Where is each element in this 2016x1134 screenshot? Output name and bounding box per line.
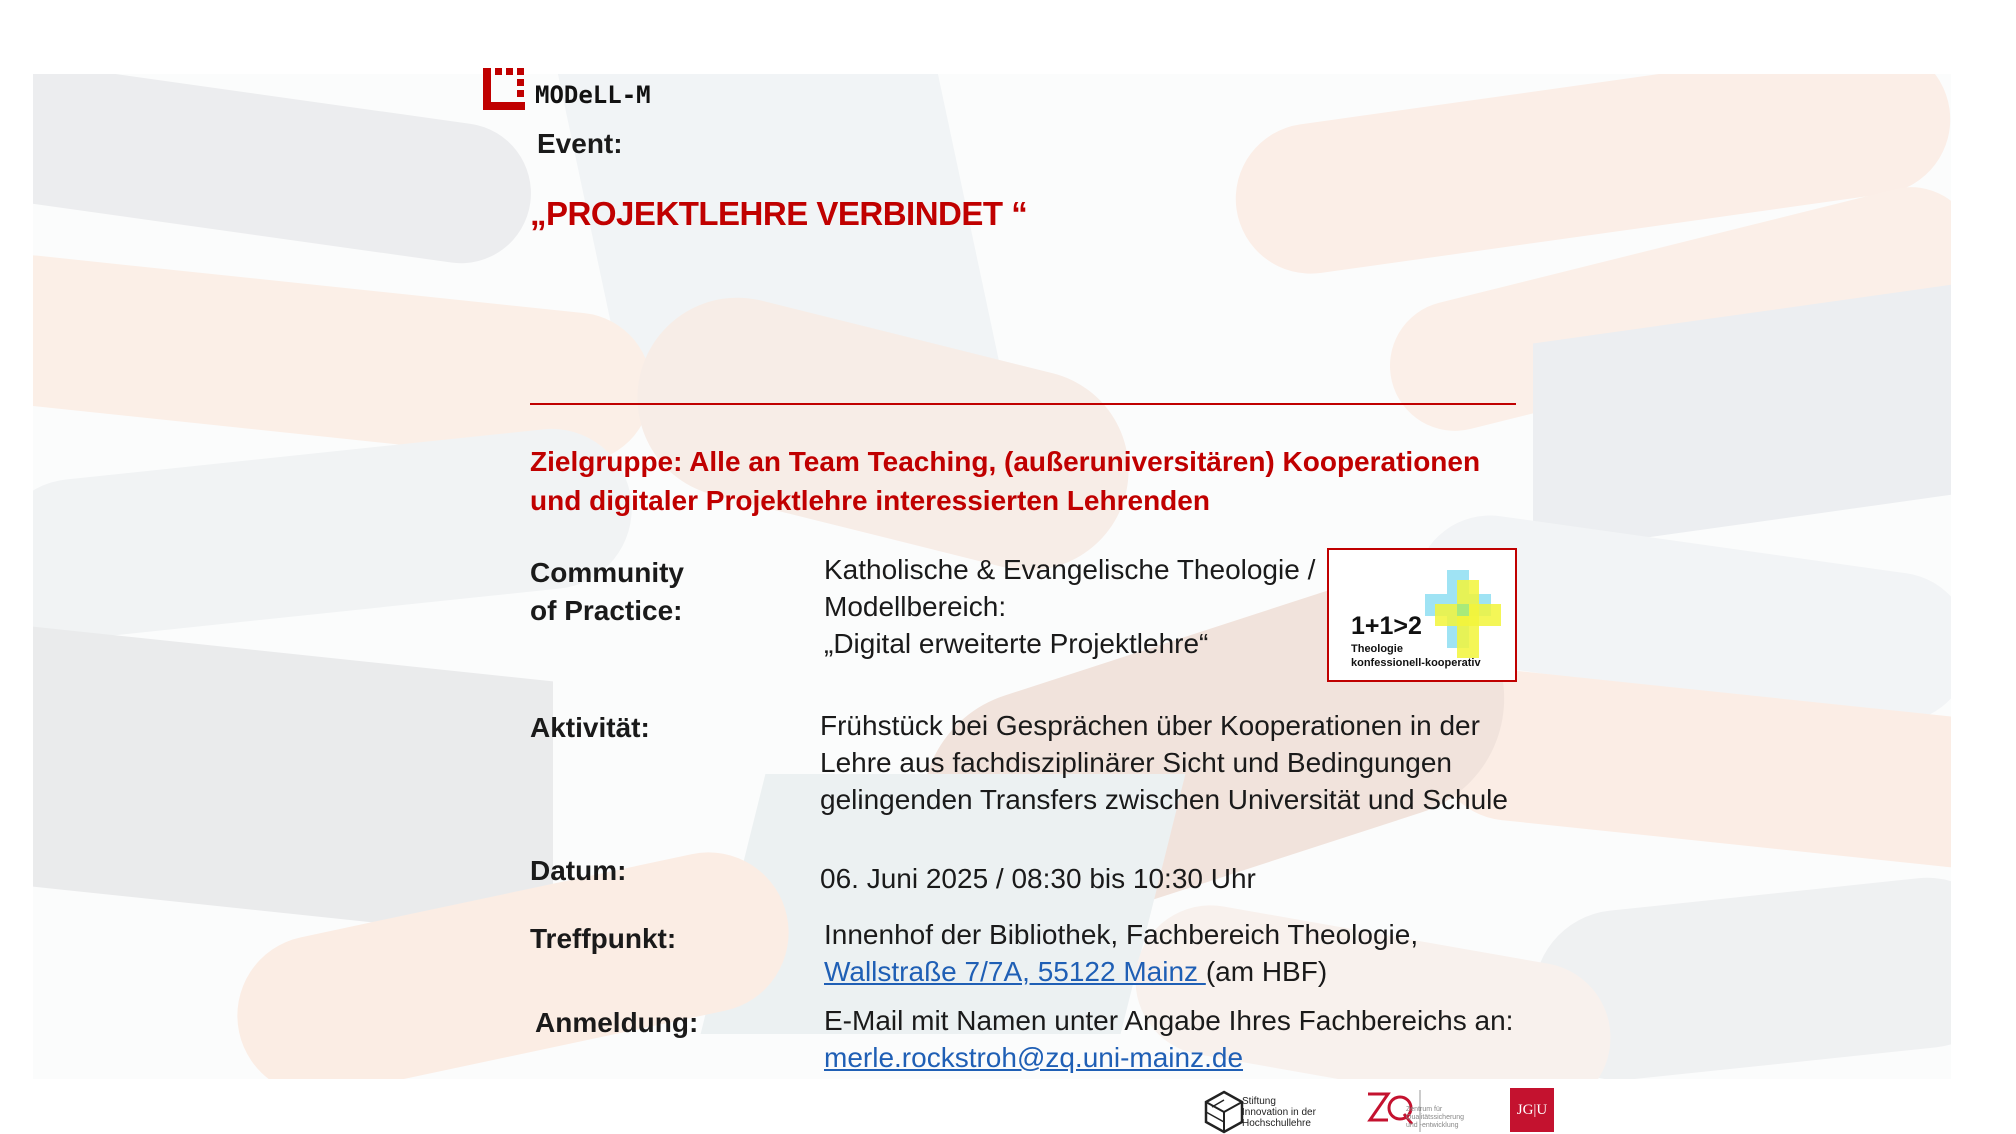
meeting-point-value [824, 916, 1418, 990]
meeting-point-suffix: (am HBF) [1205, 956, 1328, 987]
cop-logo-sub-line-2: konfessionell-kooperativ [1351, 657, 1481, 669]
community-value-line-1: Katholische & Evangelische Theologie / [824, 554, 1316, 585]
community-value-line-2: Modellbereich: [824, 591, 1007, 622]
cop-logo-sub-line-1: Theologie [1351, 643, 1403, 655]
meeting-point-line-1: Innenhof der Bibliothek, Fachbereich Theologie, [824, 919, 1419, 950]
target-group-line-1: Zielgruppe: Alle an Team Teaching, (außeruniversitären) Kooperationen [530, 446, 1481, 477]
event-title: „PROJEKTLEHRE VERBINDET “ [530, 195, 1028, 232]
sif-line-1: Stiftung [1242, 1096, 1276, 1107]
zq-line-3: und -entwicklung [1406, 1122, 1459, 1129]
activity-line-1: Frühstück bei Gesprächen über Kooperationen in der [820, 710, 1480, 741]
date-value: 06. Juni 2025 / 08:30 bis 10:30 Uhr [820, 863, 1256, 894]
partner-logos [1196, 1088, 1566, 1134]
registration-label: Anmeldung: [535, 1007, 699, 1038]
activity-line-2: Lehre aus fachdisziplinärer Sicht und Bedingungen [820, 747, 1452, 778]
community-label-line-1: Community [530, 557, 684, 588]
modell-m-logo-mark-icon [483, 68, 525, 110]
zq-line-1: Zentrum für [1406, 1106, 1443, 1113]
modell-m-logo-text: MODeLL-M [535, 81, 651, 109]
target-group-line-2: und digitaler Projektlehre interessierten Lehrenden [530, 485, 1210, 516]
zq-line-2: Qualitätssicherung [1406, 1114, 1464, 1121]
activity-line-3: gelingenden Transfers zwischen Universität und Schule [820, 784, 1508, 815]
date-label: Datum: [530, 855, 627, 886]
cop-logo-headline: 1+1>2 [1351, 612, 1422, 640]
activity-label: Aktivität: [530, 712, 650, 743]
address-link[interactable]: Wallstraße 7/7A, 55122 Mainz [824, 956, 1206, 987]
email-link[interactable]: merle.rockstroh@zq.uni-mainz.de [824, 1042, 1244, 1073]
meeting-point-line-2 [824, 953, 1418, 990]
community-label [530, 554, 684, 630]
community-value-line-3: „Digital erweiterte Projektlehre“ [824, 628, 1209, 659]
sif-line-2: Innovation in der [1242, 1107, 1316, 1118]
community-label-line-2: of Practice: [530, 595, 683, 626]
modell-m-logo [483, 68, 673, 112]
stiftung-innovation-logo-icon [1204, 1090, 1244, 1134]
divider-line [530, 403, 1516, 405]
sif-line-3: Hochschullehre [1242, 1118, 1311, 1129]
registration-line-1: E-Mail mit Namen unter Angabe Ihres Fachbereichs an: [824, 1005, 1514, 1036]
cop-logo-subtitle [1351, 642, 1481, 670]
stiftung-innovation-text [1242, 1096, 1316, 1129]
event-label: Event: [537, 128, 623, 159]
jgu-logo: JG|U [1510, 1088, 1554, 1132]
target-group [530, 442, 1530, 520]
activity-value [820, 707, 1508, 818]
zq-text [1406, 1106, 1464, 1130]
community-value [824, 551, 1315, 662]
theology-cooperation-logo [1327, 548, 1517, 682]
meeting-point-label: Treffpunkt: [530, 923, 677, 954]
registration-value [824, 1002, 1513, 1076]
